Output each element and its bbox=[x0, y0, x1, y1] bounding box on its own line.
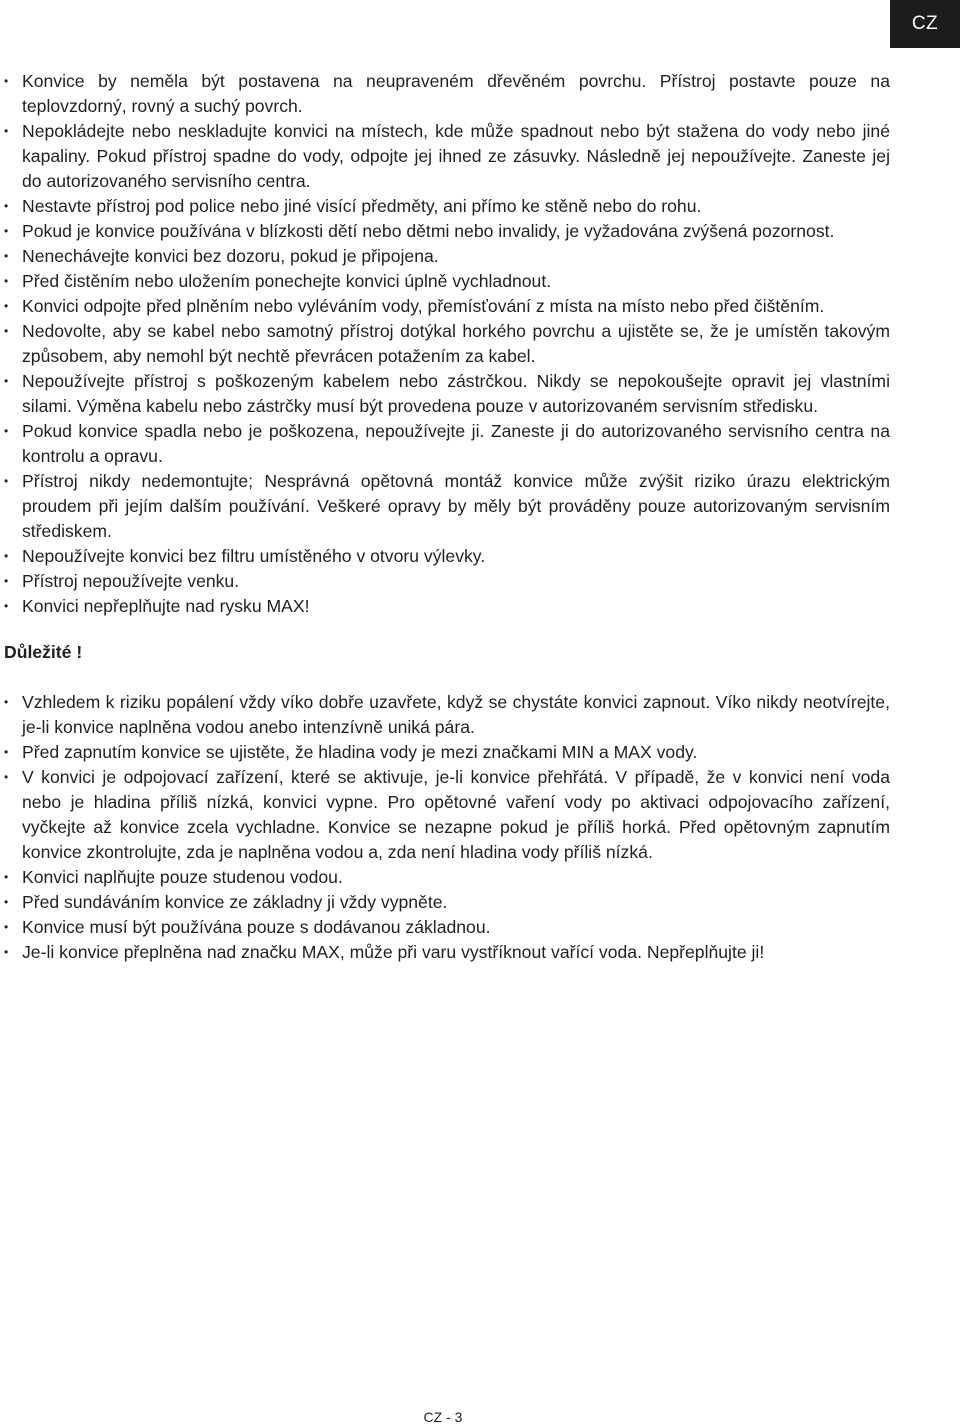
list-item: • Před čistěním nebo uložením ponechejte konvici úplně vychladnout. bbox=[4, 269, 890, 294]
list-item: • Nepokládejte nebo neskladujte konvici na místech, kde může spadnout nebo být stažena do vody nebo jiné kapaliny. Pokud přístroj spadne do vody, odpojte jej ihned ze zásuvky. Následně jej nepoužívejte. Zaneste jej do autorizovaného servisního centra. bbox=[4, 119, 890, 194]
important-list bbox=[4, 690, 890, 965]
list-item: • Nenechávejte konvici bez dozoru, pokud je připojena. bbox=[4, 244, 890, 269]
list-item: • Před zapnutím konvice se ujistěte, že hladina vody je mezi značkami MIN a MAX vody. bbox=[4, 740, 890, 765]
page-content bbox=[4, 69, 890, 965]
list-item: • Nedovolte, aby se kabel nebo samotný přístroj dotýkal horkého povrchu a ujistěte se, že je umístěn takovým způsobem, aby nemohl být nechtě převrácen potažením za kabel. bbox=[4, 319, 890, 369]
list-item: • Nepoužívejte konvici bez filtru umístěného v otvoru výlevky. bbox=[4, 544, 890, 569]
list-item: • Nepoužívejte přístroj s poškozeným kabelem nebo zástrčkou. Nikdy se nepokoušejte opravit jej vlastními silami. Výměna kabelu nebo zástrčky musí být provedena pouze v autorizovaném servisním středisku. bbox=[4, 369, 890, 419]
list-item: • Pokud je konvice používána v blízkosti dětí nebo dětmi nebo invalidy, je vyžadována zvýšená pozornost. bbox=[4, 219, 890, 244]
list-item: • Konvice musí být používána pouze s dodávanou základnou. bbox=[4, 915, 890, 940]
list-item: • Nestavte přístroj pod police nebo jiné visící předměty, ani přímo ke stěně nebo do rohu. bbox=[4, 194, 890, 219]
list-item: • Je-li konvice přeplněna nad značku MAX, může při varu vystříknout vařící voda. Nepřeplňujte ji! bbox=[4, 940, 890, 965]
safety-list bbox=[4, 69, 890, 619]
list-item: • Přístroj nepoužívejte venku. bbox=[4, 569, 890, 594]
list-item: • V konvici je odpojovací zařízení, které se aktivuje, je-li konvice přehřátá. V případě, že v konvici není voda nebo je hladina příliš nízká, konvici vypne. Pro opětovné vaření vody po aktivaci odpojovacího zařízení, vyčkejte až konvice zcela vychladne. Konvice se nezapne pokud je příliš horká. Před opětovným zapnutím konvice zkontrolujte, zda je naplněna vodou a, zda není hladina vody příliš nízká. bbox=[4, 765, 890, 865]
list-item: • Před sundáváním konvice ze základny ji vždy vypněte. bbox=[4, 890, 890, 915]
list-item: • Konvici odpojte před plněním nebo vyléváním vody, přemísťování z místa na místo nebo před čištěním. bbox=[4, 294, 890, 319]
list-item: • Konvici nepřeplňujte nad rysku MAX! bbox=[4, 594, 890, 619]
important-heading: Důležité ! bbox=[4, 642, 83, 662]
list-item: • Konvici naplňujte pouze studenou vodou. bbox=[4, 865, 890, 890]
list-item: • Vzhledem k riziku popálení vždy víko dobře uzavřete, když se chystáte konvici zapnout. Víko nikdy neotvírejte, je-li konvice naplněna vodou anebo intenzívně uniká pára. bbox=[4, 690, 890, 740]
list-item: • Konvice by neměla být postavena na neupraveném dřevěném povrchu. Přístroj postavte pouze na teplovzdorný, rovný a suchý povrch. bbox=[4, 69, 890, 119]
list-item: • Přístroj nikdy nedemontujte; Nesprávná opětovná montáž konvice může zvýšit riziko úrazu elektrickým proudem při jejím dalším používání. Veškeré opravy by měly být prováděny pouze autorizovaným servisním střediskem. bbox=[4, 469, 890, 544]
page-number: CZ - 3 bbox=[423, 1409, 463, 1425]
list-item: • Pokud konvice spadla nebo je poškozena, nepoužívejte ji. Zaneste ji do autorizovaného servisního centra na kontrolu a opravu. bbox=[4, 419, 890, 469]
language-badge: CZ bbox=[890, 0, 960, 48]
